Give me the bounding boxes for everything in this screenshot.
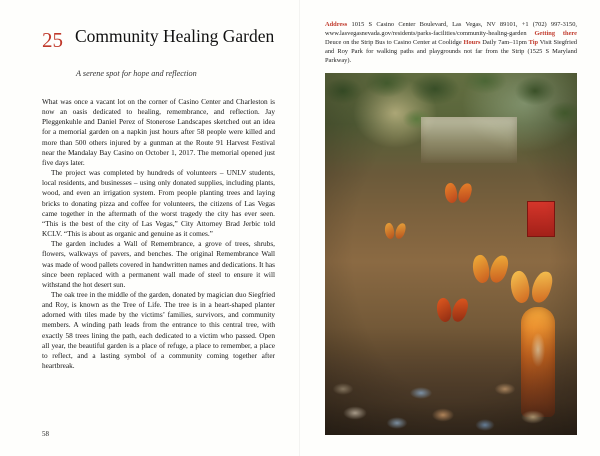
hours-value: Daily 7am–11pm: [482, 39, 527, 46]
butterfly-sculpture: [445, 183, 471, 205]
getting-there-value: Deuce on the Strip Bus to Casino Center at Coolidge: [325, 39, 462, 46]
info-box: [325, 20, 577, 65]
mosaic-stone-ground: [325, 327, 577, 435]
red-sign: [527, 201, 555, 237]
butterfly-sculpture: [511, 271, 551, 305]
body-paragraph: The oak tree in the middle of the garden, donated by magician duo Siegfried and Roy, is known as the Tree of Life. The tree is in a heart-shaped planter adorned with tiles made by the victims’ families, survivors, and community members. A winding path leads from the entrance to this central tree, with exactly 58 trees lining the path, each dedicated to a victim who passed. Open all year, the beautiful garden is a place of refuge, a place to remember, a place to reflect, and a lasting symbol of a community coming together after heartbreak.: [42, 289, 275, 371]
body-text: [42, 97, 275, 371]
body-paragraph: The project was completed by hundreds of volunteers – UNLV students, local residents, and businesses – using only donated supplies, including plants, wood, and even an irrigation system. From people planting trees and laying bricks to donating pizza and coffee for volunteers, the citizens of Las Vegas came together in the aftermath of the worst tragedy the city has ever seen. “This is the best of the city of Las Vegas,” City Attorney Brad Jerbic told KCLV. “This is about as organic and genuine as it comes.”: [42, 168, 275, 239]
garden-photo: [325, 73, 577, 435]
butterfly-sculpture: [385, 223, 405, 241]
entry-number: 25: [42, 28, 63, 52]
butterfly-sculpture: [437, 298, 467, 324]
page-number: 58: [42, 430, 49, 438]
pavilion-structure: [421, 117, 517, 163]
body-paragraph: What was once a vacant lot on the corner of Casino Center and Charleston is now an oasis dedicated to healing, remembrance, and reflection. Jay Pleggenkuhle and Daniel Perez of Stonerose Landscapes sketched out an idea for a memorial garden on a napkin just hours after 58 people were killed and more than 500 others injured by a gunman at the Route 91 Harvest Festival near the Mandalay Bay Casino on October 1, 2017. The memorial opened just five days later.: [42, 97, 275, 167]
butterfly-sculpture: [473, 255, 507, 285]
body-paragraph: The garden includes a Wall of Remembrance, a grove of trees, shrubs, flowers, walkways of pavers, and benches. The original Remembrance Wall was made of wood pallets covered in handwritten names and dedications. It has since been replaced with a permanent wall made of steel to ensure it will withstand the hot desert sun.: [42, 239, 275, 289]
address-label: Address: [325, 21, 348, 28]
getting-there-label: Getting there: [534, 30, 577, 37]
address-value: 1015 S Casino Center Boulevard, Las Vegas, NV 89101, +1 (702) 997-3150, www.lasvegasnevada.gov/residents/parks-facilities/community-healing-garden: [325, 21, 577, 37]
tip-label: Tip: [528, 39, 539, 46]
tip-value: Visit Siegfried and Roy Park for walking paths and playgrounds not far from the Strip (1525 S Maryland Parkway).: [325, 39, 577, 64]
page-title: Community Healing Garden: [75, 26, 275, 46]
right-page: [300, 0, 600, 456]
hours-label: Hours: [463, 39, 481, 46]
entry-subtitle: A serene spot for hope and reflection: [76, 69, 197, 78]
